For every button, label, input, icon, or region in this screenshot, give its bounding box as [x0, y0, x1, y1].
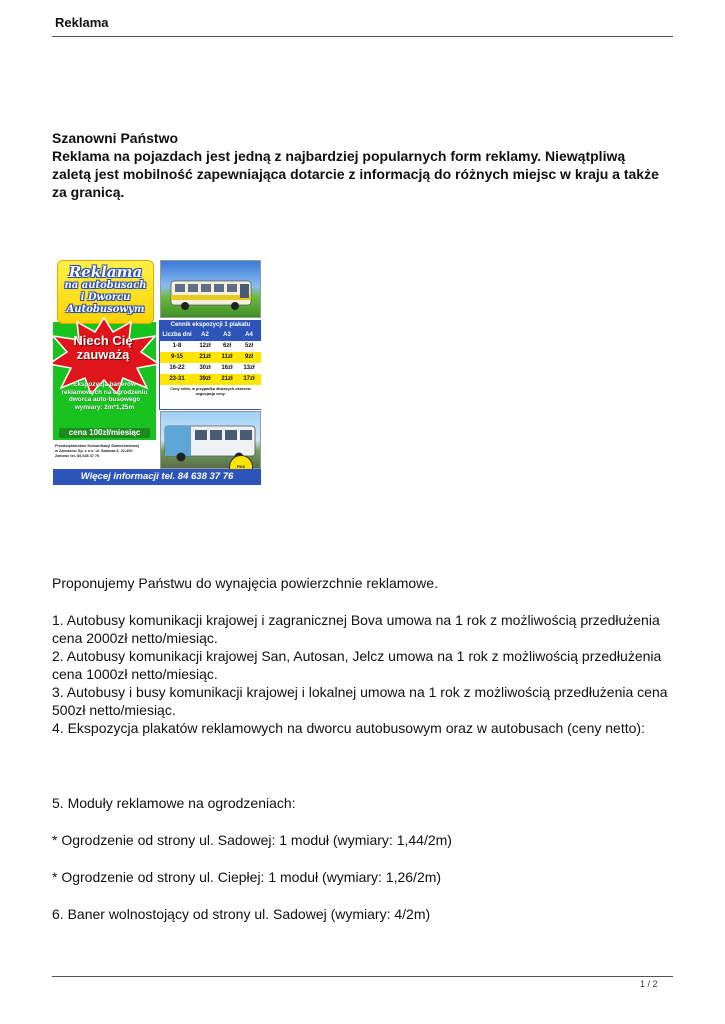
item-5: [52, 794, 677, 812]
list-item: * Ogrodzenie od strony ul. Sadowej: 1 moduł (wymiary: 1,44/2m): [52, 832, 452, 848]
poster-title-box: [57, 260, 154, 324]
table-cell: 21zł: [199, 354, 211, 360]
table-cell: 23-31: [169, 376, 185, 382]
table-cell: 9-15: [170, 354, 183, 360]
list-item: 1. Autobusy komunikacji krajowej i zagranicznej Bova umowa na 1 rok z możliwością przedłużenia cena 2000zł netto/miesiąc.: [52, 612, 660, 646]
intro-section: [52, 129, 667, 201]
price-table-row: [160, 374, 261, 385]
item-6: [52, 905, 677, 923]
poster-title-line: i Dworcu: [80, 292, 131, 303]
price-table-heading: Cennik ekspozycji 1 plakatu: [160, 321, 261, 330]
bus-icon: [161, 261, 260, 317]
price-table-note: Ceny netto, w przypadku dłuższych okresów negocjacja ceny.: [170, 387, 251, 396]
poster-contact-bar: Więcej informacji tel. 84 638 37 76: [53, 469, 261, 485]
column-header: A4: [245, 332, 253, 338]
price-table-row: [160, 352, 261, 363]
table-cell: 16-22: [169, 365, 185, 371]
table-cell: 6zł: [222, 343, 231, 349]
poster-slogan: Niech Cię zauważą: [73, 333, 133, 362]
page-number: 1 / 2: [640, 979, 658, 989]
list-item: * Ogrodzenie od strony ul. Ciepłej: 1 moduł (wymiary: 1,26/2m): [52, 869, 442, 885]
proposal-paragraph: [52, 574, 677, 592]
table-cell: 12zł: [199, 343, 211, 349]
column-header: A2: [201, 332, 209, 338]
table-cell: 9zł: [244, 354, 253, 360]
price-table-header-row: [160, 330, 261, 341]
list-item: 2. Autobusy komunikacji krajowej San, Autosan, Jelcz umowa na 1 rok z możliwością przedłużenia cena 1000zł netto/miesiąc.: [52, 648, 662, 682]
fence-2: [52, 868, 677, 886]
logo-text: PKS: [236, 464, 246, 469]
page-header-title: Reklama: [55, 15, 109, 30]
table-cell: 13zł: [243, 365, 255, 371]
column-header: A3: [223, 332, 231, 338]
list-item: 3. Autobusy i busy komunikacji krajowej i lokalnej umowa na 1 rok z możliwością przedłużenia cena 500zł netto/miesiąc.: [52, 684, 668, 718]
poster-exposure-text: Ekspozycja banerów reklamowych na ogrodzeniu dworca auto-busowego wymiary: 2m*1,25m: [61, 381, 148, 411]
bus-photo-top: [160, 260, 261, 318]
advertising-poster: [53, 256, 261, 485]
price-table-row: [160, 363, 261, 374]
table-cell: 16zł: [221, 365, 233, 371]
footer-divider: [52, 976, 673, 977]
table-cell: 30zł: [199, 365, 211, 371]
greeting: Szanowni Państwo: [52, 130, 179, 146]
table-cell: 39zł: [199, 376, 211, 382]
header-divider: [52, 36, 673, 37]
poster-title-line: na autobusach: [64, 280, 147, 291]
intro-paragraph: Reklama na pojazdach jest jedną z najbardziej popularnych form reklamy. Niewątpliwą zaletą jest mobilność zapewniająca dotarcie z informacją do różnych miejsc w kraju a także za granicą.: [52, 148, 659, 200]
poster-banner-price: cena 100zł/miesiąc: [59, 428, 150, 438]
poster-company-info: Przedsiębiorstwo Komunikacji Samochodowej w Zamościu Sp. z o.o. ul. Sadowa 6, 22-400 Zamość tel. 84 638 37 76: [55, 444, 139, 458]
offer-list: [52, 611, 677, 737]
proposal-text: Proponujemy Państwu do wynajęcia powierzchnie reklamowe.: [52, 575, 438, 591]
fence-1: [52, 831, 677, 849]
poster-title-line: Autobusowym: [66, 304, 145, 315]
price-table: [159, 320, 261, 410]
poster-title-line: Reklama: [68, 263, 143, 281]
list-item: 6. Baner wolnostojący od strony ul. Sadowej (wymiary: 4/2m): [52, 906, 431, 922]
table-cell: 21zł: [221, 376, 233, 382]
table-cell: 11zł: [221, 354, 233, 360]
list-item: 4. Ekspozycja plakatów reklamowych na dworcu autobusowym oraz w autobusach (ceny netto):: [52, 720, 645, 736]
table-cell: 17zł: [243, 376, 255, 382]
table-cell: 1-8: [172, 343, 182, 349]
list-item: 5. Moduły reklamowe na ogrodzeniach:: [52, 795, 296, 811]
table-cell: 5zł: [244, 343, 253, 349]
column-header: Liczba dni: [162, 332, 192, 338]
price-table-row: [160, 341, 261, 352]
